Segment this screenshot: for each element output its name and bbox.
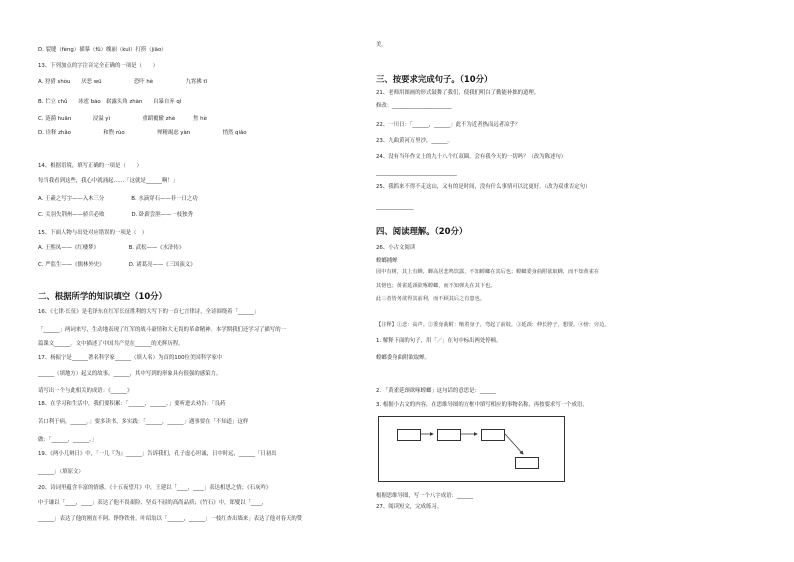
- text-line: 16、《七律·长征》是毛泽东在红军长征胜利的大写下的一首七言律诗，全诗围绕着「______」: [38, 309, 260, 315]
- text-line: C. 严监生——《儒林外史》 D. 诸葛亮——《三国演义》: [38, 262, 196, 268]
- text-line: 每当我看到这些，我心中就涌起……「这就是______啊！」: [38, 178, 179, 184]
- text-line: 此三者皆务欲得其前利，而不顾其后之有患也。: [376, 296, 485, 302]
- text-line: D. 裂缝（fèng）描摹（fǔ）魄丽（kuī）打捞（jiāo）: [38, 47, 167, 53]
- text-line: A. 王羲之写字——入木三分 B. 水滴穿石——非一日之功: [38, 196, 198, 202]
- text-line: ______（填地方）起义的故事。______，其中写到的形象具有很强的感染力。: [38, 371, 222, 377]
- text-line: 其傍也；黄雀延颈欲啄螳螂，而不知弹丸在其下也。: [376, 283, 496, 289]
- text-line: B. 伫立 chǔ 冰雹 báo 崭露头角 zhàn 自暴自弃 qì: [38, 99, 182, 105]
- text-line: 做：「______，______。」: [38, 437, 98, 443]
- section-heading: 二、根据所学的知识填空（10分）: [38, 291, 167, 301]
- text-line: 螳螂捕蝉: [376, 258, 398, 264]
- mind-map-box-3: [481, 429, 505, 441]
- text-line: 13、下列加点的字注音完全正确的一项是（ ）: [38, 63, 159, 69]
- text-line: 24、没有当年作文上的九十八个红双圈，会有我今天的一切吗？（改为陈述句）: [376, 154, 567, 160]
- text-line: 苦口利于病，______。」要多读书，多实践：「______，______」遇事要在「不知道」这样: [38, 419, 249, 425]
- text-line: A. 狩猎 shòu 厌恶 wū 恐吓 hè 九霄拂 tī: [38, 79, 207, 85]
- mind-map-arrows: [379, 417, 564, 481]
- text-line: 中于谦以「____，____」表达了他不畏艰险、坚贞不屈的高尚品质；《竹石》中，郑燮以「____，: [38, 500, 268, 506]
- section-heading: 四、阅读理解。（20分）: [376, 226, 468, 236]
- text-line: A. 王熙凤——《红楼梦》 B. 武松——《水浒传》: [38, 245, 185, 251]
- text-line: 26、小古文阅读: [376, 245, 416, 251]
- text-line: 3. 根据小古文的内容，在思维导图的方框中填写相应的事物名称，再按要求写一个成语。: [376, 402, 588, 408]
- text-line: 27、阅读短文，完成练习。: [376, 504, 443, 510]
- text-line: C. 涟漪 huān 浸溢 yì 重蹈覆辙 zhé 焦 hè: [38, 116, 207, 122]
- text-line: 美。: [376, 42, 387, 48]
- text-line: 18、在学习和生活中，我们要积累：「______，______。」要听进去劝告：「良药: [38, 401, 226, 407]
- text-line: 15、下面人物与出处对应错误的一项是（ ）: [38, 230, 148, 236]
- mind-map-diagram: [378, 416, 565, 482]
- text-line: 21、老师用图画的形式鼓舞了我们，使我们明白了勤能补拙的道理。: [376, 90, 540, 96]
- text-line: 1. 解释下面的句子，用「／」在句中标出两处停顿。: [376, 338, 502, 344]
- text-line: 23、九曲黄河万里沙，______。: [376, 138, 453, 144]
- text-line: 2. 「黄雀延颈欲啄螳螂」这句话的意思是：______: [376, 388, 497, 394]
- text-line: ______________________________: [376, 170, 457, 176]
- text-line: 请写出一个与此相关的成语：《______》: [38, 388, 133, 394]
- mind-map-box-4: [515, 457, 539, 469]
- text-line: 【注释】①悲：高声。②委身曲附：缩着身子，弯起了前肢。③延颈：伸长脖子，想要。④傍：旁边。: [376, 322, 610, 328]
- text-line: 14、根据语境，填写正确的一项是（ ）: [38, 163, 142, 169]
- text-line: ______」（填原文）: [38, 469, 84, 475]
- text-line: 17、杨振宁是______著名科学家______（填人名）为首的100位美国科学家中: [38, 355, 223, 361]
- text-line: 修改：______________________: [376, 103, 452, 109]
- text-line: 20、诗词里蕴含丰富的情感。《十五夜望月》中，王建以「____，____」表达相思之情；《石灰吟》: [38, 485, 272, 491]
- text-line: ______」表达了他的刚直不阿、铮铮铁骨。叶绍翁以「______，______」一枝红杏出墙来」表达了他对春天的赞: [38, 516, 303, 522]
- text-line: D. 诠释 zhǎo 和煦 rùo 殚精竭虑 yàn 悄然 qiǎo: [38, 130, 247, 136]
- text-line: ______________: [376, 204, 414, 210]
- text-line: 25、我抓来不得不走这山，又有的是时间，没有什么事情可以比更好。（改为双重否定句）: [376, 184, 591, 190]
- text-line: 螳螂委身曲附欲取蝉。: [376, 355, 430, 361]
- text-line: 根据思维导图，写一个八字成语：______: [376, 493, 474, 499]
- section-heading: 三、按要求完成句子。（10分）: [376, 74, 493, 84]
- text-line: 22、一川日：「______，______」此不为近者热而远者凉乎？: [376, 122, 521, 128]
- text-line: 19、《两小儿辩日》中，「一儿『为』______」告诉我们，孔子虚心坦诚，日中时远，______「日初出: [38, 451, 277, 457]
- mind-map-box-1: [397, 429, 421, 441]
- text-line: 「______」两词来写，生动地表现了红军的战斗豪情和大无畏的革命精神。本学期我们还学习了描写的一: [38, 327, 286, 333]
- mind-map-box-2: [437, 429, 461, 441]
- text-line: 篇课文______。文中描述了中国共产党在______的光辉历程。: [38, 341, 184, 347]
- text-line: C. 关羽失荆州——骄兵必败 D. 卧薪尝胆——一枝独秀: [38, 212, 193, 218]
- text-line: 园中有树，其上有蝉，蝉高居悲鸣饮露，不知螳螂在其后也；螳螂委身曲附欲取蝉，而不知黄雀在: [376, 269, 600, 275]
